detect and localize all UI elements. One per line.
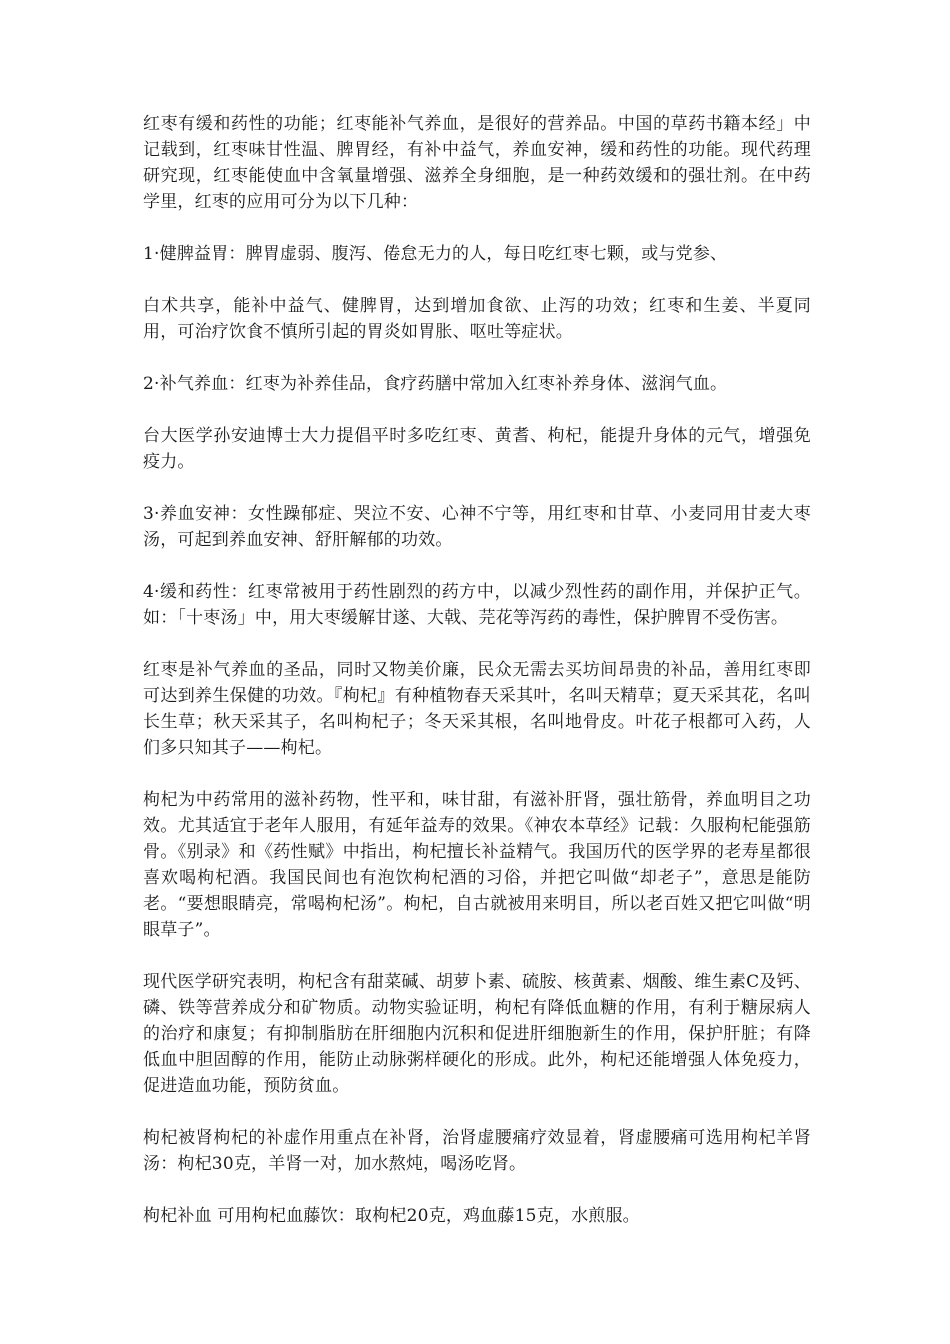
paragraph-item-2-heading: 2·补气养血：红枣为补养佳品，食疗药膳中常加入红枣补养身体、滋润气血。 <box>143 374 728 394</box>
paragraph-jujube-summary: 红枣是补气养血的圣品，同时又物美价廉，民众无需去买坊间昂贵的补品，善用红枣即可达到养生保健的功效。『枸杞』有种植物春天采其叶，名叫天精草；夏天采其花，名叫长生草；秋天采其子，名叫枸杞子；冬天采其根，名叫地骨皮。叶花子根都可入药，人们多只知其子——枸杞。 <box>143 660 811 758</box>
paragraph-item-1-detail: 白术共享，能补中益气、健脾胃，达到增加食欲、止泻的功效；红枣和生姜、半夏同用，可治疗饮食不慎所引起的胃炎如胃胀、呕吐等症状。 <box>143 296 811 342</box>
paragraph-item-4: 4·缓和药性：红枣常被用于药性剧烈的药方中，以减少烈性药的副作用，并保护正气。如：「十枣汤」中，用大枣缓解甘遂、大戟、芫花等泻药的毒性，保护脾胃不受伤害。 <box>143 582 811 628</box>
document-body <box>143 111 811 1255</box>
paragraph-goji-research: 现代医学研究表明，枸杞含有甜菜碱、胡萝卜素、硫胺、核黄素、烟酸、维生素C及钙、磷、铁等营养成分和矿物质。动物实验证明，枸杞有降低血糖的作用，有利于糖尿病人的治疗和康复；有抑制脂肪在肝细胞内沉积和促进肝细胞新生的作用，保护肝脏；有降低血中胆固醇的作用，能防止动脉粥样硬化的形成。此外，枸杞还能增强人体免疫力，促进造血功能，预防贫血。 <box>143 972 811 1096</box>
paragraph-item-3: 3·养血安神：女性躁郁症、哭泣不安、心神不宁等，用红枣和甘草、小麦同用甘麦大枣汤，可起到养血安神、舒肝解郁的功效。 <box>143 504 811 550</box>
paragraph-intro-jujube: 红枣有缓和药性的功能；红枣能补气养血，是很好的营养品。中国的草药书籍本经」中记载到，红枣味甘性温、脾胃经，有补中益气，养血安神，缓和药性的功能。现代药理研究现，红枣能使血中含氧量增强、滋养全身细胞，是一种药效缓和的强壮剂。在中药学里，红枣的应用可分为以下几种： <box>143 114 811 212</box>
paragraph-goji-blood: 枸杞补血 可用枸杞血藤饮：取枸杞20克，鸡血藤15克，水煎服。 <box>143 1206 640 1226</box>
paragraph-goji-intro: 枸杞为中药常用的滋补药物，性平和，味甘甜，有滋补肝肾，强壮筋骨，养血明目之功效。尤其适宜于老年人服用，有延年益寿的效果。《神农本草经》记载：久服枸杞能强筋骨。《别录》和《药性赋》中指出，枸杞擅长补益精气。我国历代的医学界的老寿星都很喜欢喝枸杞酒。我国民间也有泡饮枸杞酒的习俗，并把它叫做“却老子”，意思是能防老。“要想眼睛亮，常喝枸杞汤”。枸杞，自古就被用来明目，所以老百姓又把它叫做“明眼草子”。 <box>143 790 811 940</box>
paragraph-item-2-detail: 台大医学孙安迪博士大力提倡平时多吃红枣、黄耆、枸杞，能提升身体的元气，增强免疫力。 <box>143 426 811 472</box>
paragraph-goji-kidney: 枸杞被肾枸杞的补虚作用重点在补肾，治肾虚腰痛疗效显着，肾虚腰痛可选用枸杞羊肾汤：枸杞30克，羊肾一对，加水熬炖，喝汤吃肾。 <box>143 1128 811 1174</box>
paragraph-item-1-heading: 1·健脾益胃：脾胃虚弱、腹泻、倦怠无力的人，每日吃红枣七颗，或与党参、 <box>143 244 728 264</box>
